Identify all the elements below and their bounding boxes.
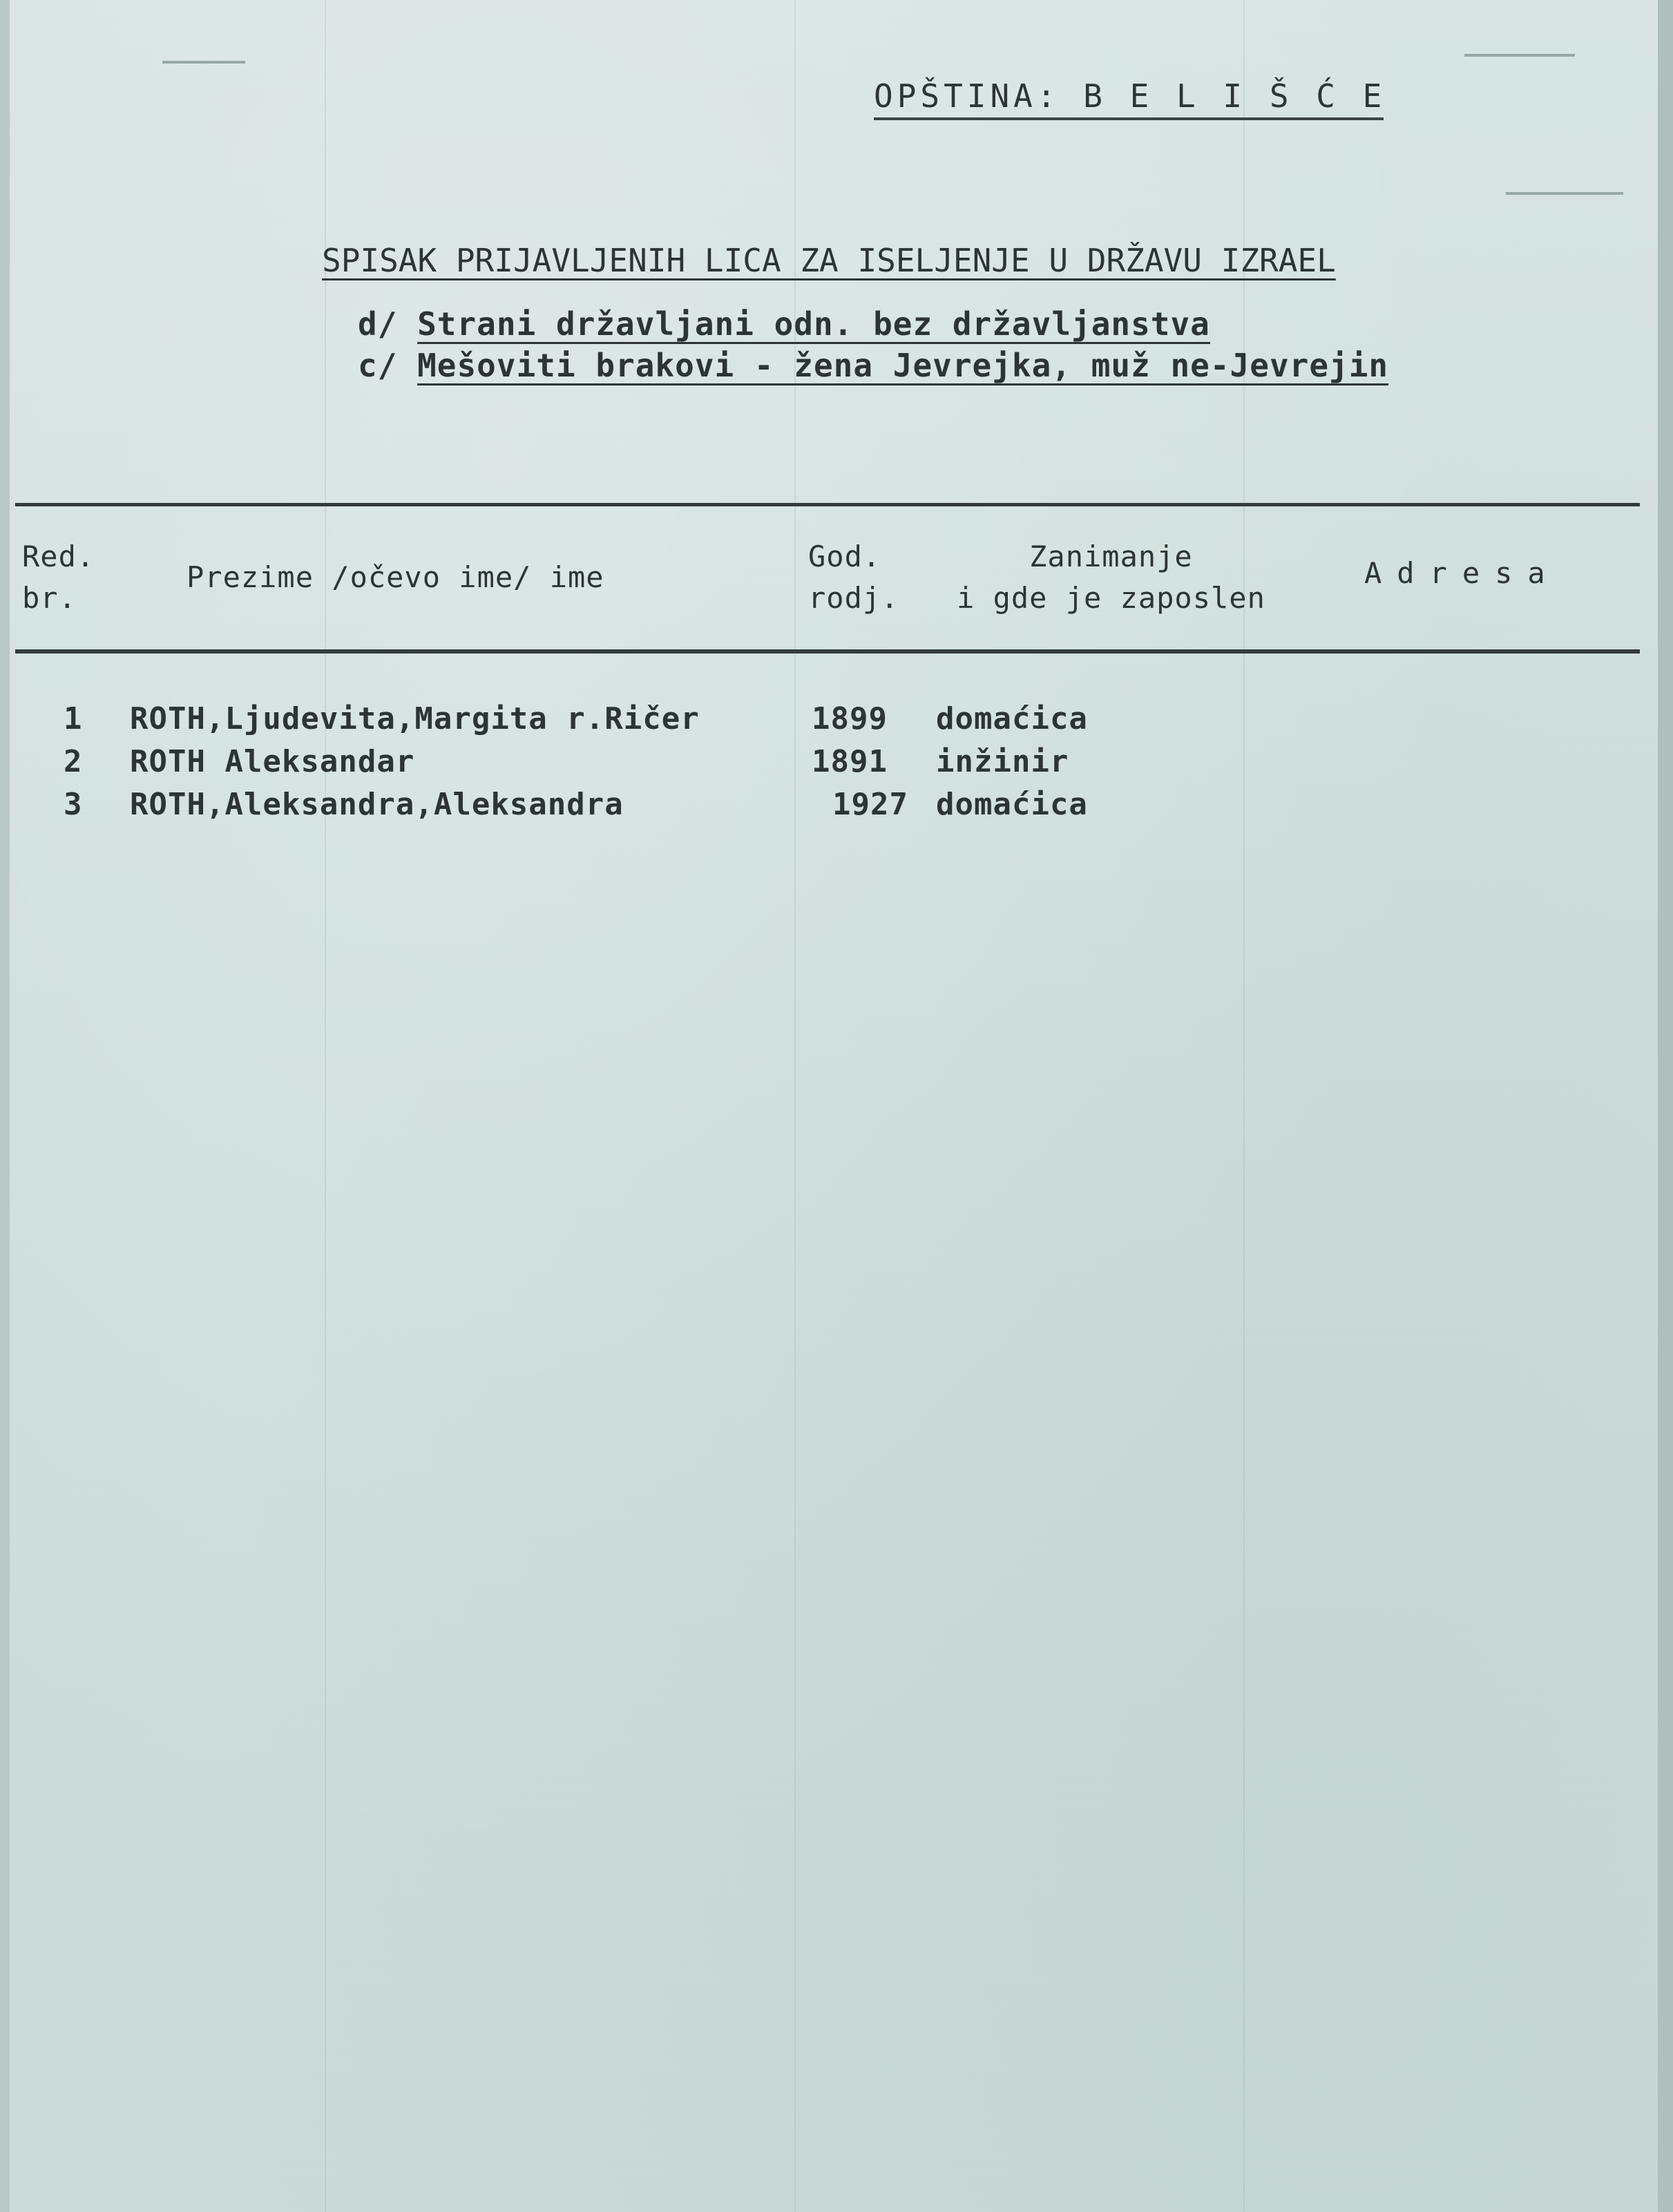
document-title: SPISAK PRIJAVLJENIH LICA ZA ISELJENJE U DRŽAVU IZRAEL [322,242,1336,279]
table-header-rule [15,649,1640,654]
subtitle-text: Strani državljani odn. bez državljanstva [417,305,1210,343]
paper-fold-line [1243,0,1245,2212]
scan-edge-left [0,0,10,2212]
column-header-address: Adresa [1364,556,1560,590]
row-name: ROTH,Aleksandra,Aleksandra [130,787,624,822]
subtitle-prefix: c/ [358,347,398,384]
row-occupation: domaćica [936,701,1088,736]
row-occupation: inžinir [936,744,1069,779]
municipality-underline [874,117,1384,120]
subtitle-d [358,305,1210,343]
table-top-rule [15,503,1640,506]
scan-edge-right [1658,0,1673,2212]
municipality-name: B E L I Š Ć E [1083,77,1386,115]
column-header-occupation: Zanimanje i gde je zaposlen [957,540,1265,615]
margin-mark [162,61,245,64]
subtitle-prefix: d/ [358,305,398,343]
municipality-label: OPŠTINA: [874,77,1060,115]
row-name: ROTH,Ljudevita,Margita r.Ričer [130,701,700,736]
row-number: 3 [64,787,83,822]
row-year: 1899 [812,701,888,736]
row-year: 1891 [812,744,888,779]
margin-mark [1506,192,1623,195]
subtitle-c [358,347,1388,384]
row-number: 2 [64,744,83,779]
column-header-year: God. rodj. [808,540,899,615]
subtitle-text: Mešoviti brakovi - žena Jevrejka, muž ne-Jevrejin [417,347,1389,384]
column-header-number: Red. br. [22,540,95,615]
paper-fold-line [325,0,326,2212]
row-year: 1927 [832,787,908,822]
municipality-heading [874,77,1386,115]
row-number: 1 [64,701,83,736]
row-name: ROTH Aleksandar [130,744,415,779]
row-occupation: domaćica [936,787,1088,822]
margin-mark [1464,54,1575,57]
column-header-name: Prezime /očevo ime/ ime [187,560,604,594]
